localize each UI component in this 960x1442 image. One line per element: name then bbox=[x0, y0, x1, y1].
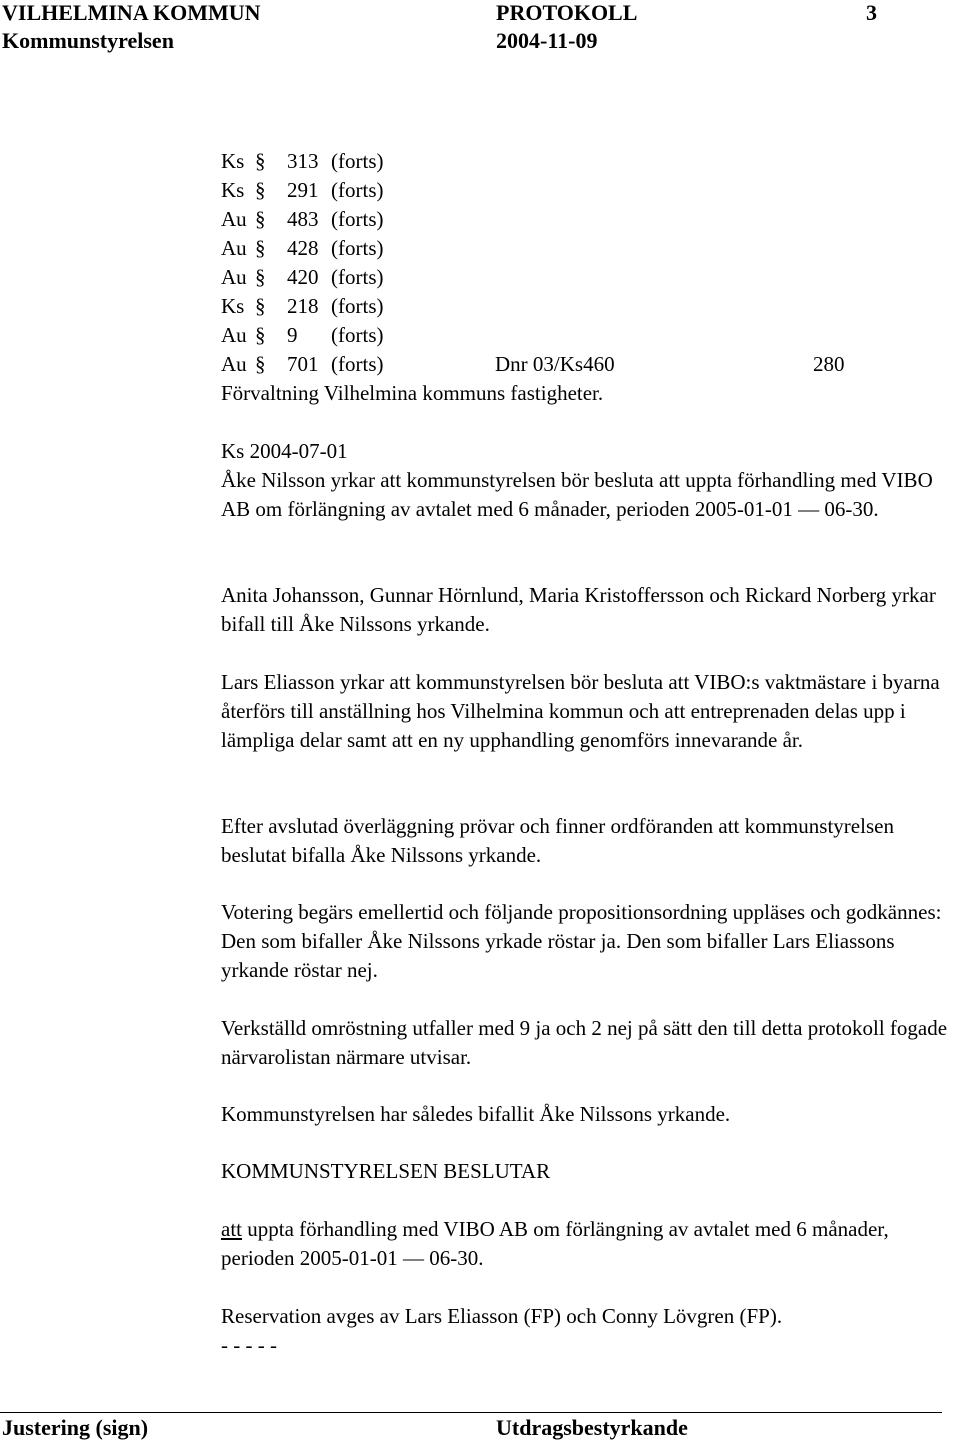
decision-heading: KOMMUNSTYRELSEN BESLUTAR bbox=[221, 1159, 551, 1183]
ref-forts: (forts) bbox=[331, 294, 384, 318]
ref-forts: (forts) bbox=[331, 149, 384, 173]
ref-type: Ks bbox=[221, 294, 245, 318]
section-sign: § bbox=[255, 178, 266, 202]
body-name: Kommunstyrelsen bbox=[2, 28, 174, 53]
footer-justering: Justering (sign) bbox=[2, 1415, 149, 1440]
footer-utdrag: Utdragsbestyrkande bbox=[496, 1415, 688, 1440]
section-sign: § bbox=[255, 207, 266, 231]
reference-row bbox=[221, 234, 861, 263]
decision-text bbox=[221, 1215, 911, 1273]
section-sign: § bbox=[255, 149, 266, 173]
document-type: PROTOKOLL bbox=[496, 0, 638, 25]
ref-type: Ks bbox=[221, 178, 245, 202]
section-sign: § bbox=[255, 294, 266, 318]
section-sign: § bbox=[255, 323, 266, 347]
chair-ruling: Efter avslutad överläggning prövar och finner ordföranden att kommunstyrelsen beslutat bifalla Åke Nilssons yrkande. bbox=[221, 814, 894, 867]
ref-number: 420 bbox=[287, 265, 319, 289]
end-marker: - - - - - bbox=[221, 1333, 277, 1357]
page-number: 3 bbox=[866, 0, 877, 25]
ref-type: Au bbox=[221, 236, 247, 260]
ref-forts: (forts) bbox=[331, 265, 384, 289]
ref-forts: (forts) bbox=[331, 236, 384, 260]
ref-type: Au bbox=[221, 265, 247, 289]
reference-row bbox=[221, 176, 861, 205]
support-paragraph: Anita Johansson, Gunnar Hörnlund, Maria Kristoffersson och Rickard Norberg yrkar bifall till Åke Nilssons yrkande. bbox=[221, 583, 936, 636]
footer-divider bbox=[0, 1412, 942, 1413]
motion-eliasson: Lars Eliasson yrkar att kommunstyrelsen bör besluta att VIBO:s vaktmästare i byarna återförs till anställning hos Vilhelmina kommun och att entreprenaden delas upp i lämpliga delar samt att en ny upphandling genomförs innevarande år. bbox=[221, 670, 940, 752]
decision-att: att bbox=[221, 1217, 242, 1241]
ref-number: 428 bbox=[287, 236, 319, 260]
ref-number: 291 bbox=[287, 178, 319, 202]
ref-forts: (forts) bbox=[331, 207, 384, 231]
meeting-ref: Ks 2004-07-01 bbox=[221, 439, 348, 463]
ref-dnr: Dnr 03/Ks460 bbox=[495, 352, 615, 376]
meeting-date: 2004-11-09 bbox=[496, 28, 598, 53]
ref-type: Au bbox=[221, 352, 247, 376]
subject-line: Förvaltning Vilhelmina kommuns fastigheter. bbox=[221, 381, 604, 405]
ref-forts: (forts) bbox=[331, 352, 384, 376]
ref-type: Au bbox=[221, 207, 247, 231]
reference-row bbox=[221, 205, 861, 234]
reference-row bbox=[221, 292, 861, 321]
reference-row bbox=[221, 321, 861, 350]
reservation-note: Reservation avges av Lars Eliasson (FP) och Conny Lövgren (FP). bbox=[221, 1304, 783, 1328]
section-sign: § bbox=[255, 352, 266, 376]
municipality-name: VILHELMINA KOMMUN bbox=[2, 0, 261, 25]
section-sign: § bbox=[255, 236, 266, 260]
board-outcome: Kommunstyrelsen har således bifallit Åke Nilssons yrkande. bbox=[221, 1102, 731, 1126]
ref-type: Ks bbox=[221, 149, 245, 173]
ref-number: 701 bbox=[287, 352, 319, 376]
vote-result: Verkställd omröstning utfaller med 9 ja och 2 nej på sätt den till detta protokoll fogade närvarolistan närmare utvisar. bbox=[221, 1016, 948, 1069]
motion-nilsson: Åke Nilsson yrkar att kommunstyrelsen bör besluta att uppta förhandling med VIBO AB om förlängning av avtalet med 6 månader, perioden 2005-01-01 — 06-30. bbox=[221, 468, 933, 521]
ref-number: 218 bbox=[287, 294, 319, 318]
decision-body: uppta förhandling med VIBO AB om förlängning av avtalet med 6 månader, perioden 2005-01-01 — 06-30. bbox=[221, 1217, 889, 1270]
reference-list bbox=[221, 147, 861, 379]
ref-forts: (forts) bbox=[331, 323, 384, 347]
ref-page: 280 bbox=[813, 352, 845, 376]
ref-forts: (forts) bbox=[331, 178, 384, 202]
ref-number: 483 bbox=[287, 207, 319, 231]
vote-procedure: Votering begärs emellertid och följande propositionsordning uppläses och godkännes: Den som bifaller Åke Nilssons yrkade röstar ja. Den som bifaller Lars Eliassons yrkande röstar nej. bbox=[221, 900, 942, 982]
reference-row bbox=[221, 263, 861, 292]
ref-type: Au bbox=[221, 323, 247, 347]
ref-number: 313 bbox=[287, 149, 319, 173]
section-sign: § bbox=[255, 265, 266, 289]
reference-row bbox=[221, 350, 861, 379]
reference-row bbox=[221, 147, 861, 176]
ref-number: 9 bbox=[287, 323, 298, 347]
